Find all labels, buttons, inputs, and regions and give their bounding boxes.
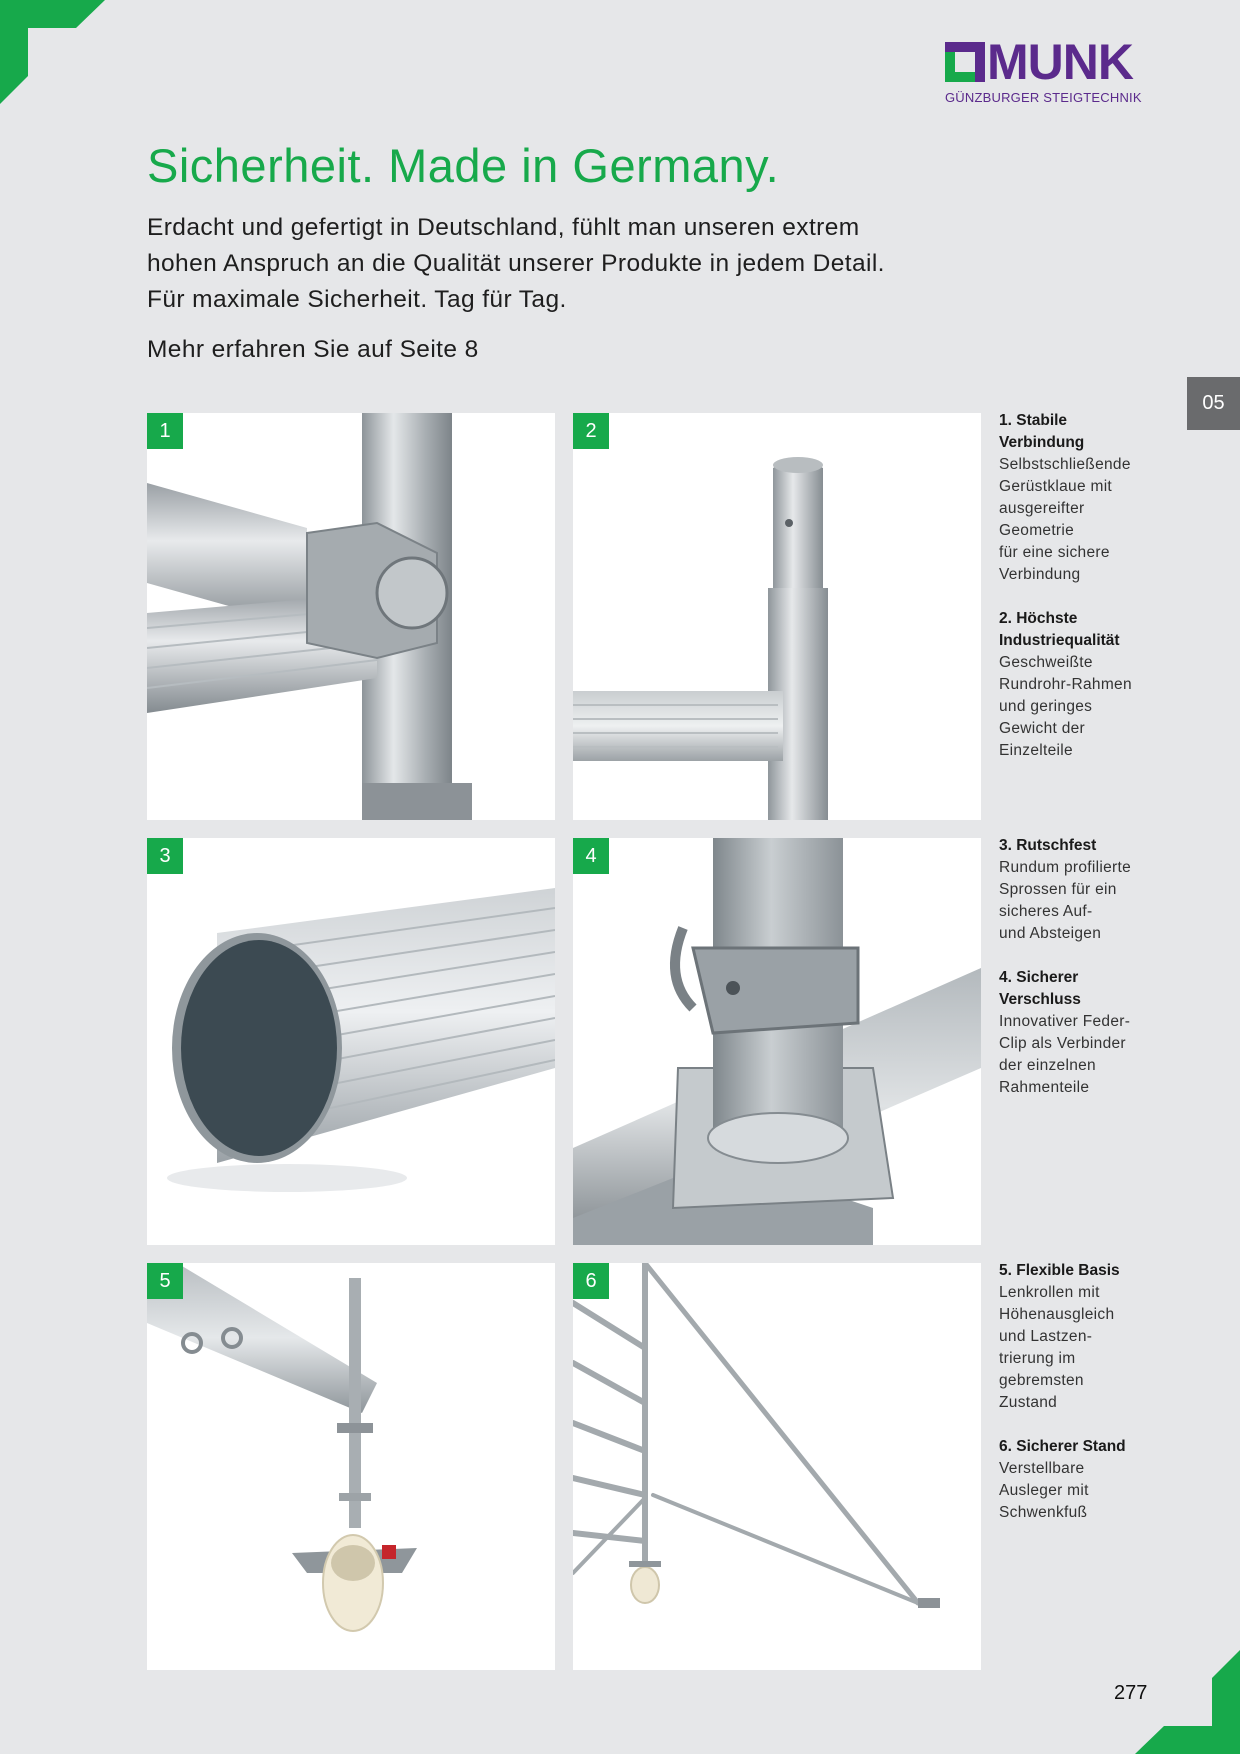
page-number: 277 — [1114, 1682, 1148, 1704]
feature-title: 6. Sicherer Stand — [999, 1438, 1126, 1455]
logo-tagline: GÜNZBURGER STEIGTECHNIK — [945, 90, 1142, 105]
photo-number-badge: 4 — [573, 838, 609, 874]
feature-title: 3. Rutschfest — [999, 837, 1097, 854]
feature-text: Lenkrollen mit Höhenausgleich und Lastzen- trierung im gebremsten Zustand — [999, 1284, 1115, 1411]
feature-text: Verstellbare Ausleger mit Schwenkfuß — [999, 1460, 1089, 1521]
feature-title: 2. Höchste Industriequalität — [999, 610, 1120, 649]
feature-description-3-4 — [999, 835, 1149, 1099]
page-headline: Sicherheit. Made in Germany. — [147, 139, 780, 192]
photo-stable-connection — [147, 413, 555, 820]
corner-decoration-top-left — [0, 0, 110, 110]
photo-number-badge: 3 — [147, 838, 183, 874]
feature-title: 4. Sicherer Verschluss — [999, 969, 1081, 1008]
logo-wordmark: MUNK — [987, 34, 1133, 90]
feature-text: Innovativer Feder- Clip als Verbinder der einzelnen Rahmenteile — [999, 1013, 1131, 1096]
photo-flexible-base — [147, 1263, 555, 1670]
photo-number-badge: 6 — [573, 1263, 609, 1299]
feature-description-1-2 — [999, 410, 1149, 762]
photo-number-badge: 5 — [147, 1263, 183, 1299]
coupler-illustration — [147, 413, 555, 820]
photo-secure-lock — [573, 838, 981, 1245]
photo-secure-stand — [573, 1263, 981, 1670]
feature-title: 1. Stabile Verbindung — [999, 412, 1085, 451]
feature-text: Selbstschließende Gerüstklaue mit ausgereifter Geometrie für eine sichere Verbindung — [999, 456, 1131, 583]
photo-number-badge: 1 — [147, 413, 183, 449]
munk-logo — [945, 34, 1155, 105]
feature-text: Geschweißte Rundrohr-Rahmen und geringes Gewicht der Einzelteile — [999, 654, 1132, 759]
castor-wheel-illustration — [147, 1263, 555, 1670]
feature-description-5-6 — [999, 1260, 1149, 1524]
photo-number-badge: 2 — [573, 413, 609, 449]
ribbed-tube-illustration — [147, 838, 555, 1245]
more-info-link[interactable]: Mehr erfahren Sie auf Seite 8 — [147, 336, 479, 363]
spring-clip-illustration — [573, 838, 981, 1245]
photo-industrial-quality — [573, 413, 981, 820]
feature-text: Rundum profilierte Sprossen für ein sicheres Auf- und Absteigen — [999, 859, 1132, 942]
outrigger-illustration — [573, 1263, 981, 1670]
intro-paragraph: Erdacht und gefertigt in Deutschland, fühlt man unseren extrem hohen Anspruch an die Qualität unserer Produkte in jedem Detail. Für maximale Sicherheit. Tag für Tag. — [147, 214, 885, 313]
photo-anti-slip-rung — [147, 838, 555, 1245]
chapter-tab[interactable]: 05 — [1187, 377, 1240, 430]
frame-post-illustration — [573, 413, 981, 820]
feature-title: 5. Flexible Basis — [999, 1262, 1120, 1279]
munk-logo-mark-icon — [945, 42, 985, 82]
